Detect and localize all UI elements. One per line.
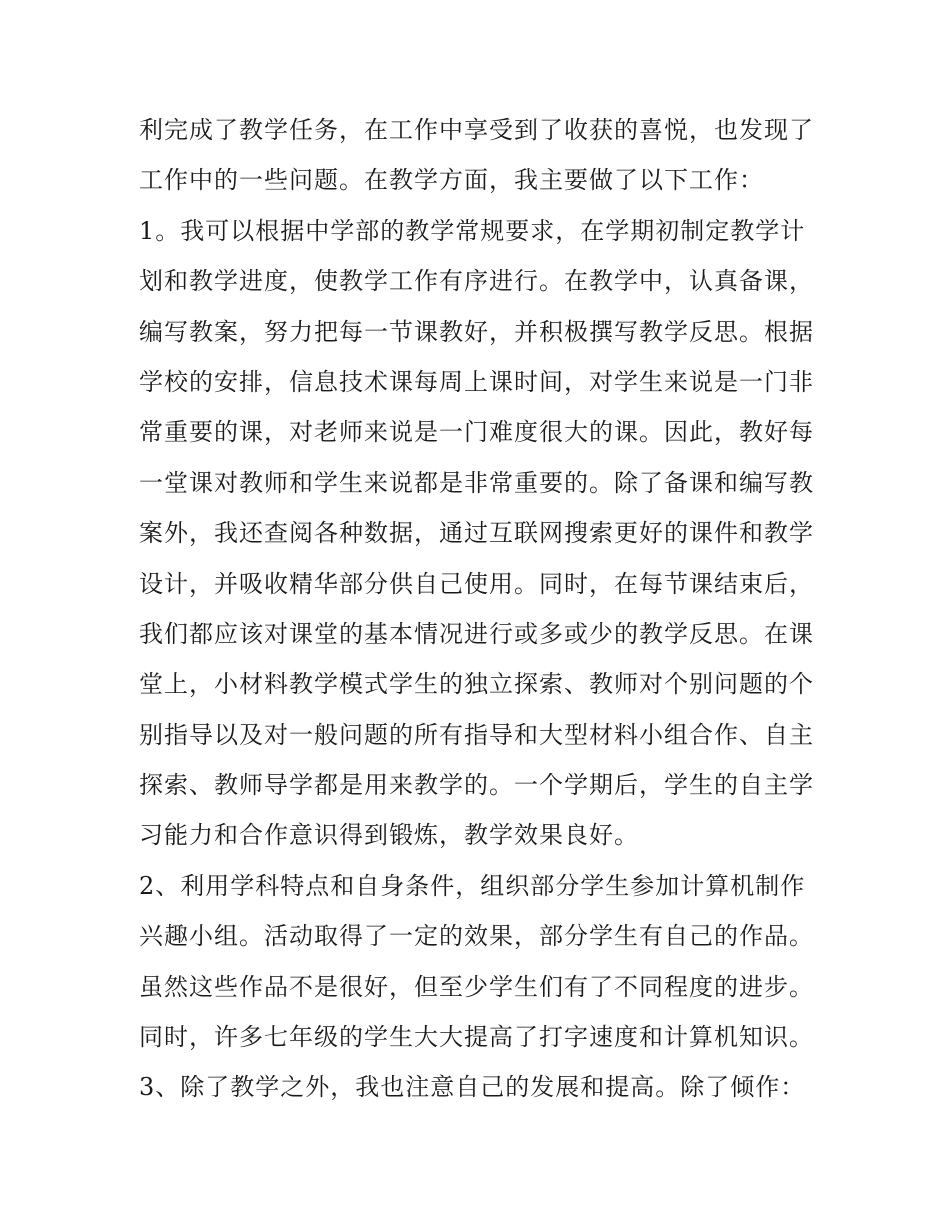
text-line: 利完成了教学任务，在工作中享受到了收获的喜悦，也发现了 — [139, 116, 814, 144]
text-line: 别指导以及对一般问题的所有指导和大型材料小组合作、自主 — [139, 720, 814, 749]
text-line: 2、利用学科特点和自身条件，组织部分学生参加计算机制作 — [139, 871, 806, 900]
text-line: 兴趣小组。活动取得了一定的效果，部分学生有自己的作品。 — [139, 922, 814, 951]
body-text — [139, 105, 819, 1113]
text-line: 一堂课对教师和学生来说都是非常重要的。除了备课和编写教 — [139, 468, 814, 497]
text-line: 堂上，小材料教学模式学生的独立探索、教师对个别问题的个 — [139, 670, 814, 699]
text-line: 划和教学进度，使教学工作有序进行。在教学中，认真备课， — [139, 267, 814, 296]
text-line: 学校的安排，信息技术课每周上课时间，对学生来说是一门非 — [139, 367, 814, 396]
text-line: 1。我可以根据中学部的教学常规要求，在学期初制定教学计 — [139, 216, 806, 245]
text-line: 常重要的课，对老师来说是一门难度很大的课。因此，教好每 — [139, 418, 814, 447]
text-line: 探索、教师导学都是用来教学的。一个学期后，学生的自主学 — [139, 771, 814, 800]
text-line: 案外，我还查阅各种数据，通过互联网搜索更好的课件和教学 — [139, 519, 814, 548]
text-line: 虽然这些作品不是很好，但至少学生们有了不同程度的进步。 — [139, 972, 814, 1001]
text-line: 3、除了教学之外，我也注意自己的发展和提高。除了倾作： — [139, 1073, 806, 1102]
text-line: 我们都应该对课堂的基本情况进行或多或少的教学反思。在课 — [139, 619, 814, 648]
text-line: 编写教案，努力把每一节课教好，并积极撰写教学反思。根据 — [139, 317, 814, 346]
text-line: 设计，并吸收精华部分供自己使用。同时，在每节课结束后， — [139, 569, 814, 598]
text-line: 工作中的一些问题。在教学方面，我主要做了以下工作： — [139, 166, 764, 195]
text-line: 习能力和合作意识得到锻炼，教学效果良好。 — [139, 821, 639, 850]
text-line: 同时，许多七年级的学生大大提高了打字速度和计算机知识。 — [139, 1023, 814, 1052]
